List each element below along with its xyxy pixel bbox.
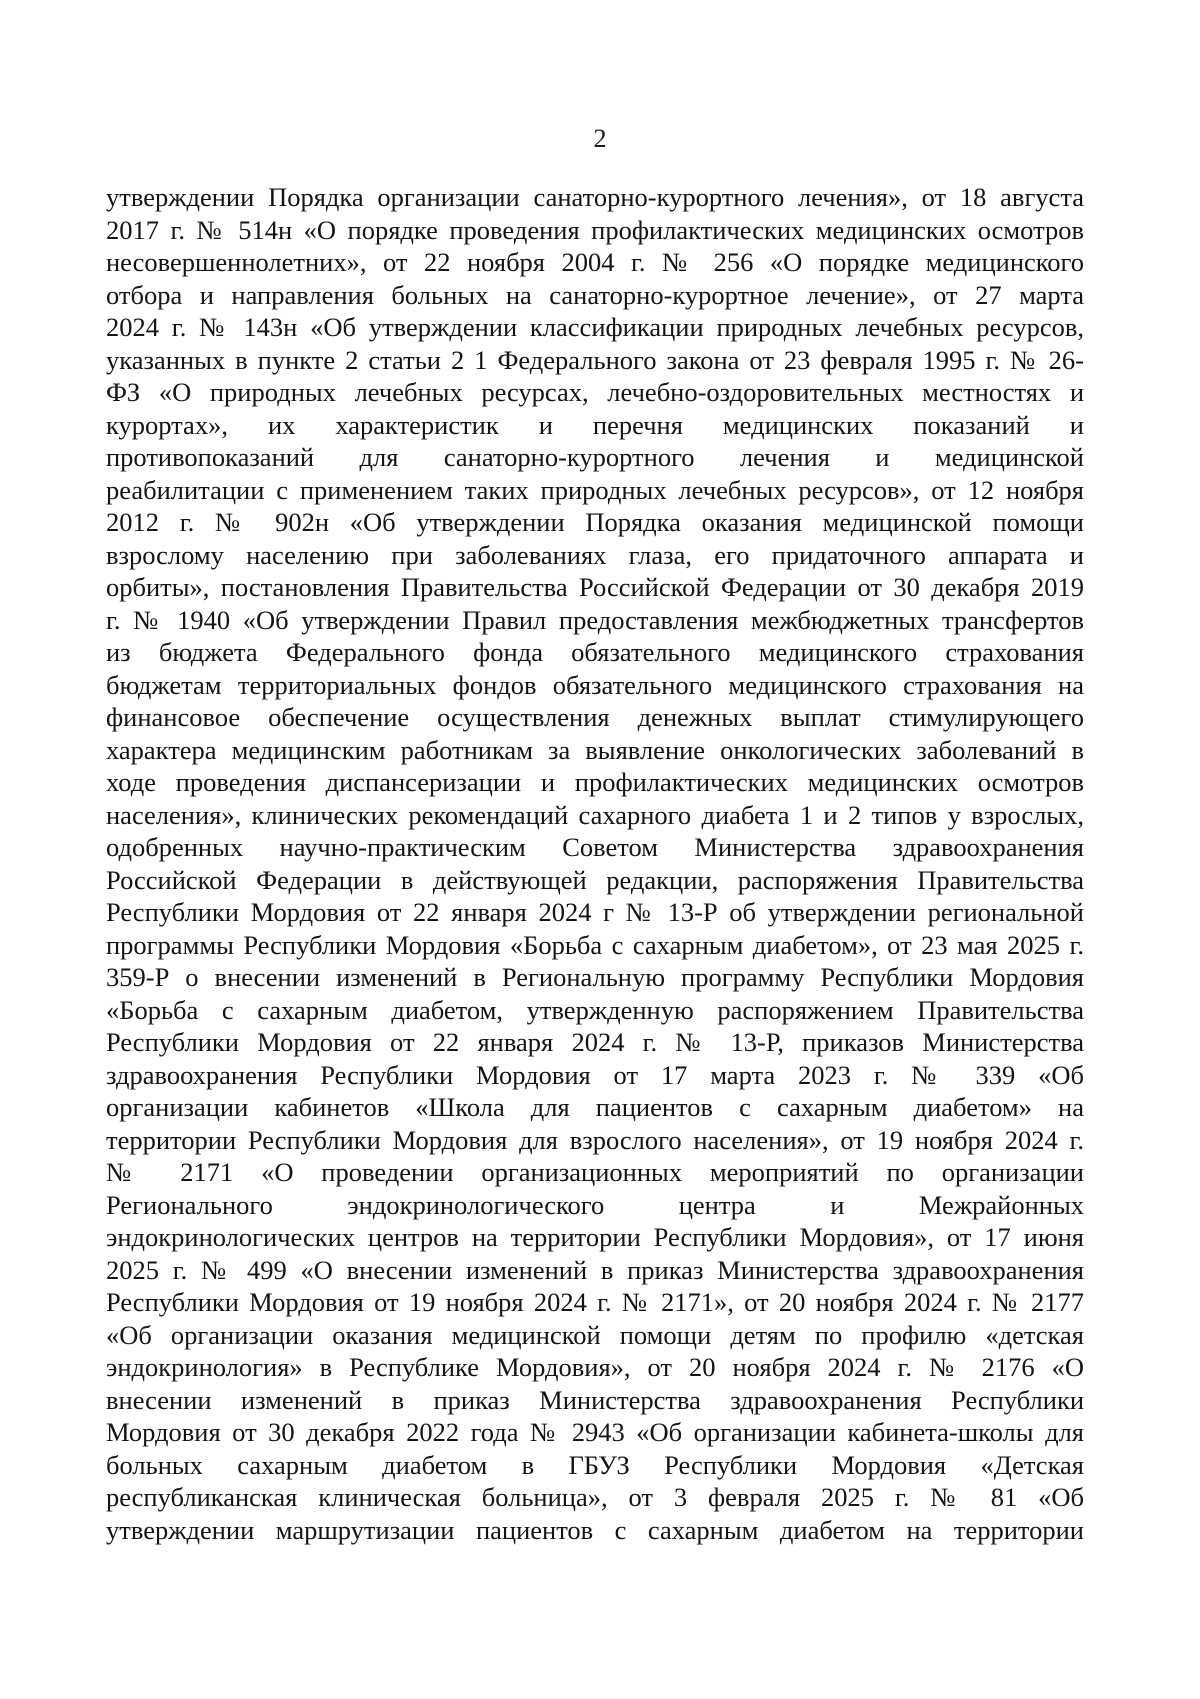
text-line: 2024 г. № 143н «Об утверждении классификации природных лечебных ресурсов, <box>106 312 1084 342</box>
body-text <box>106 181 1084 1546</box>
text-line: населения», клинических рекомендаций сахарного диабета 1 и 2 типов у взрослых, <box>106 799 1084 830</box>
text-line: характера медицинским работникам за выявление онкологических заболеваний в <box>106 734 1084 765</box>
text-line: 2025 г. № 499 «О внесении изменений в приказ Министерства здравоохранения <box>106 1254 1084 1285</box>
page-number: 2 <box>593 124 607 153</box>
text-line: 2012 г. № 902н «Об утверждении Порядка оказания медицинской помощи <box>106 507 1084 537</box>
text-line: Республики Мордовия от 19 ноября 2024 г. № 2171», от 20 ноября 2024 г. № 2177 <box>106 1287 1084 1317</box>
text-line: г. № 1940 «Об утверждении Правил предоставления межбюджетных трансфертов <box>106 604 1084 635</box>
text-line: «Борьба с сахарным диабетом, утвержденную распоряжением Правительства <box>106 994 1084 1025</box>
text-line: республиканская клиническая больница», от 3 февраля 2025 г. № 81 «Об <box>106 1482 1084 1512</box>
text-line: больных сахарным диабетом в ГБУЗ Республики Мордовия «Детская <box>106 1449 1084 1480</box>
text-line: «Об организации оказания медицинской помощи детям по профилю «детская <box>106 1319 1084 1350</box>
text-line: Мордовия от 30 декабря 2022 года № 2943 «Об организации кабинета-школы для <box>106 1417 1084 1447</box>
text-line: отбора и направления больных на санаторно-курортное лечение», от 27 марта <box>106 279 1084 310</box>
text-line: 359-Р о внесении изменений в Региональную программу Республики Мордовия <box>106 962 1084 992</box>
text-line: организации кабинетов «Школа для пациентов с сахарным диабетом» на <box>106 1092 1084 1122</box>
text-line: ходе проведения диспансеризации и профилактических медицинских осмотров <box>106 767 1084 797</box>
text-line: несовершеннолетних», от 22 ноября 2004 г. № 256 «О порядке медицинского <box>106 247 1084 277</box>
text-line: территории Республики Мордовия для взрослого населения», от 19 ноября 2024 г. <box>106 1124 1084 1155</box>
text-line: бюджетам территориальных фондов обязательного медицинского страхования на <box>106 669 1084 700</box>
text-line: Республики Мордовия от 22 января 2024 г. № 13-Р, приказов Министерства <box>106 1027 1084 1057</box>
text-line: эндокринология» в Республике Мордовия», от 20 ноября 2024 г. № 2176 «О <box>106 1352 1084 1382</box>
text-line: финансовое обеспечение осуществления денежных выплат стимулирующего <box>106 702 1084 732</box>
text-line: взрослому населению при заболеваниях глаза, его придаточного аппарата и <box>106 539 1084 570</box>
text-line: противопоказаний для санаторно-курортного лечения и медицинской <box>106 442 1084 472</box>
text-line: Республики Мордовия от 22 января 2024 г № 13-Р об утверждении региональной <box>106 897 1084 927</box>
text-line: указанных в пункте 2 статьи 2 1 Федерального закона от 23 февраля 1995 г. № 26- <box>106 344 1084 375</box>
text-line: здравоохранения Республики Мордовия от 17 марта 2023 г. № 339 «Об <box>106 1059 1084 1090</box>
text-line: курортах», их характеристик и перечня медицинских показаний и <box>106 409 1084 440</box>
text-line: орбиты», постановления Правительства Российской Федерации от 30 декабря 2019 <box>106 572 1084 602</box>
text-line: программы Республики Мордовия «Борьба с сахарным диабетом», от 23 мая 2025 г. <box>106 929 1084 960</box>
text-line: утверждении Порядка организации санаторно-курортного лечения», от 18 августа <box>106 182 1084 212</box>
text-line: эндокринологических центров на территории Республики Мордовия», от 17 июня <box>106 1222 1084 1252</box>
text-line: Регионального эндокринологического центра и Межрайонных <box>106 1189 1084 1220</box>
text-line: Российской Федерации в действующей редакции, распоряжения Правительства <box>106 864 1084 895</box>
text-line: реабилитации с применением таких природных лечебных ресурсов», от 12 ноября <box>106 474 1084 505</box>
text-line: № 2171 «О проведении организационных мероприятий по организации <box>106 1157 1084 1187</box>
text-line: утверждении маршрутизации пациентов с сахарным диабетом на территории <box>106 1514 1084 1545</box>
text-line: из бюджета Федерального фонда обязательного медицинского страхования <box>106 637 1084 667</box>
text-line: одобренных научно-практическим Советом Министерства здравоохранения <box>106 832 1084 862</box>
text-line: внесении изменений в приказ Министерства здравоохранения Республики <box>106 1384 1084 1415</box>
text-line: 2017 г. № 514н «О порядке проведения профилактических медицинских осмотров <box>106 214 1084 245</box>
text-line: ФЗ «О природных лечебных ресурсах, лечебно-оздоровительных местностях и <box>106 377 1084 407</box>
